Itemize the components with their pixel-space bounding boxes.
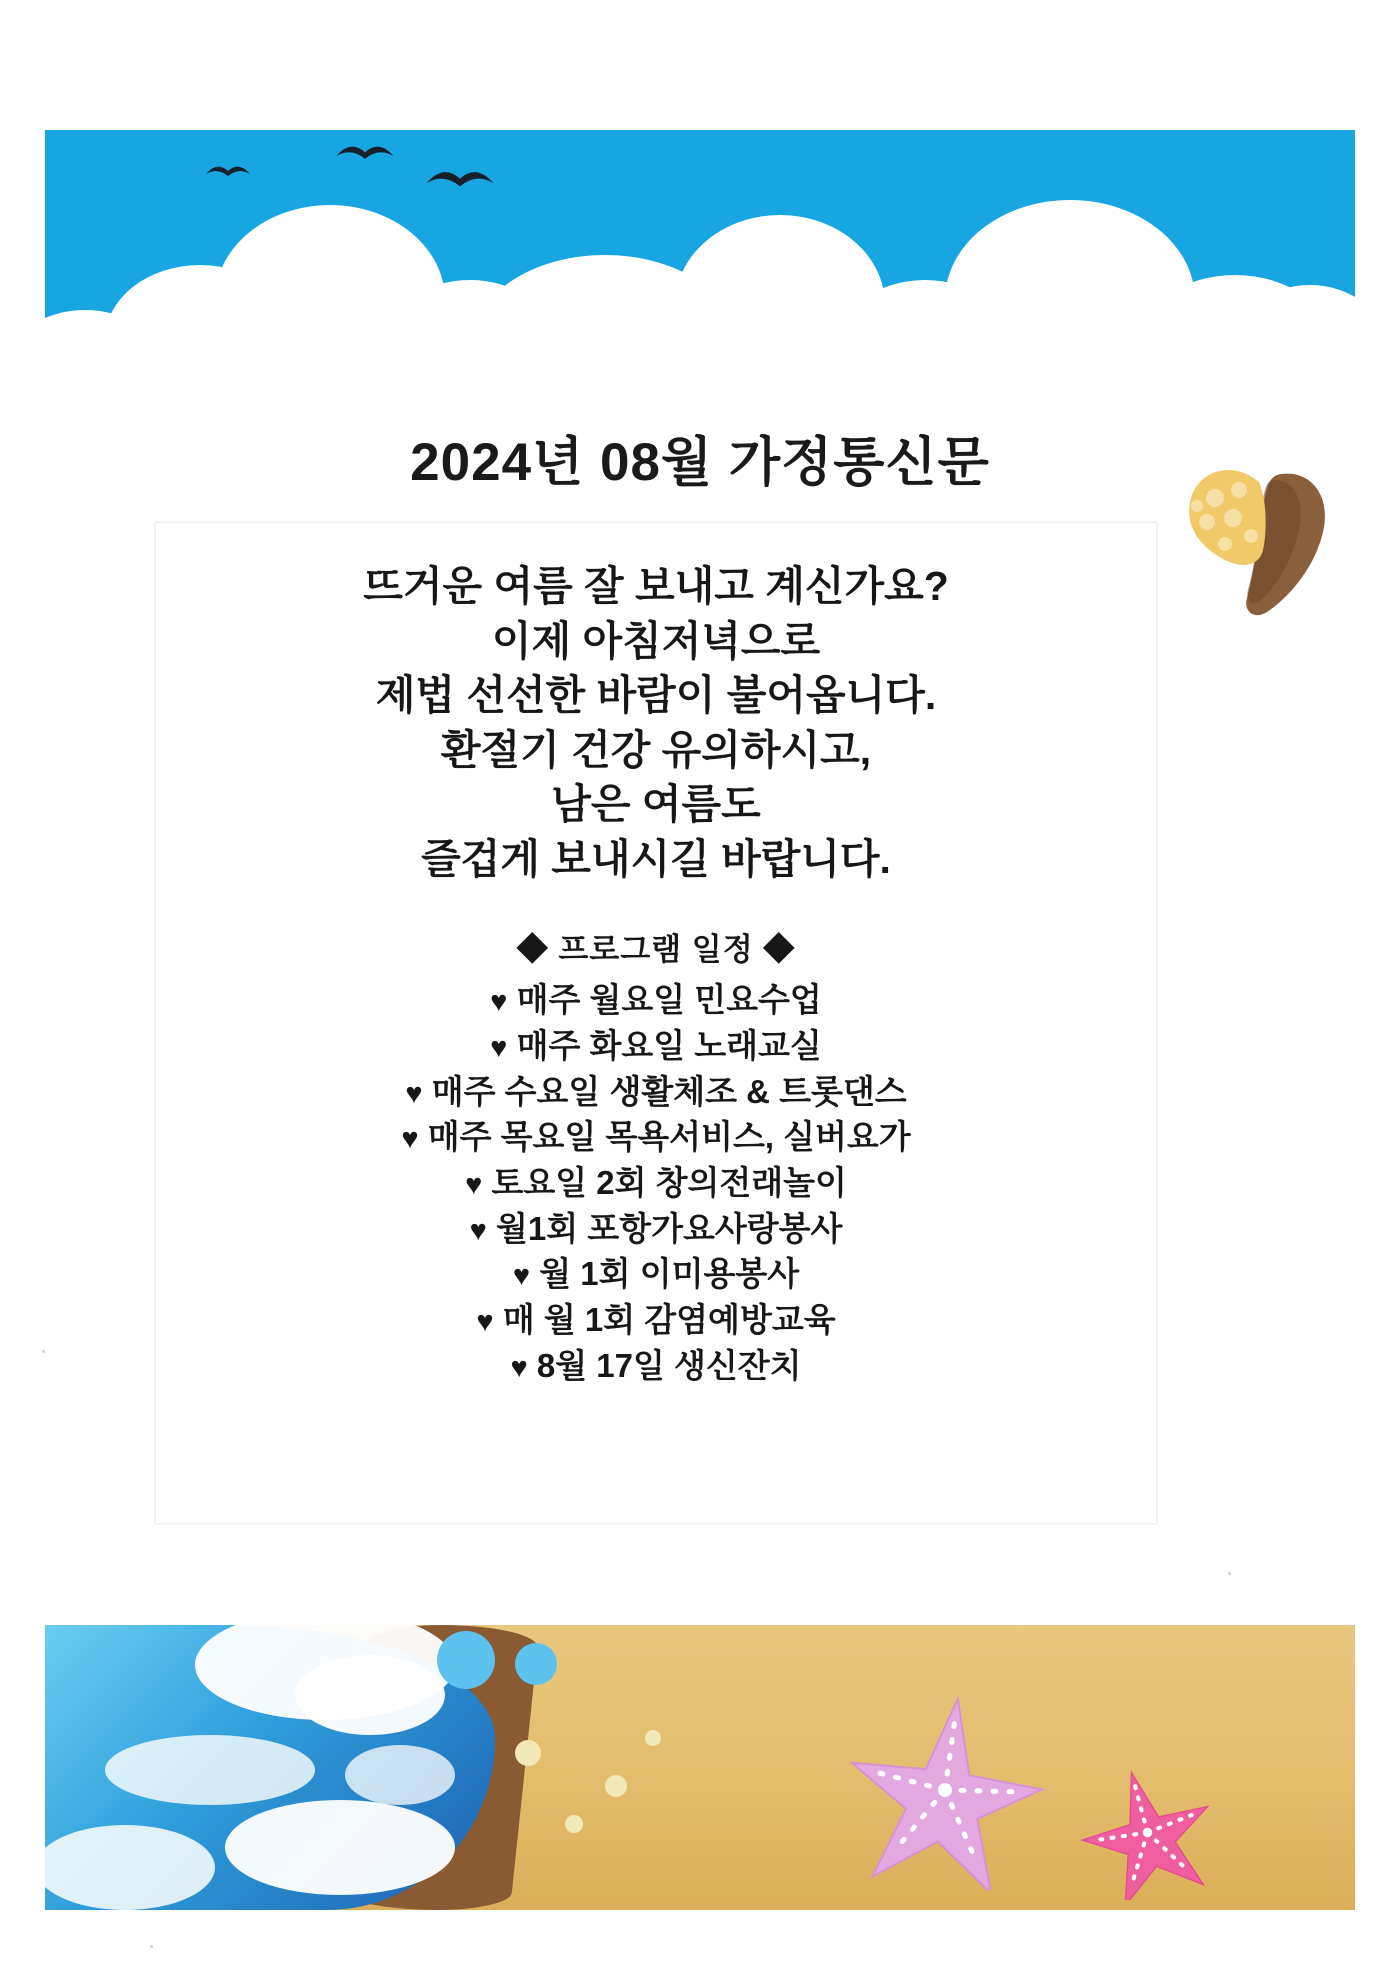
list-item-label: 8월 17일 생신잔치	[536, 1346, 802, 1384]
list-item	[156, 1114, 1156, 1160]
bubble-icon	[515, 1643, 557, 1685]
list-item	[156, 1023, 1156, 1069]
list-item-label: 토요일 2회 창의전래놀이	[491, 1163, 847, 1201]
list-item-label: 매주 화요일 노래교실	[516, 1026, 822, 1064]
bubble-icon	[515, 1740, 541, 1766]
bubble-icon	[645, 1730, 661, 1746]
starfish-icon	[1080, 1765, 1215, 1900]
sky-banner	[45, 130, 1355, 405]
bubble-icon	[565, 1815, 583, 1833]
bubble-icon	[437, 1631, 495, 1689]
list-item	[156, 1206, 1156, 1252]
list-item-label: 매주 월요일 민요수업	[516, 981, 822, 1019]
heart-icon: ♥	[490, 1031, 508, 1064]
beach-banner	[45, 1625, 1355, 1910]
list-item	[156, 1069, 1156, 1115]
heart-icon: ♥	[510, 1351, 528, 1384]
page-title: 2024년 08월 가정통신문	[410, 433, 990, 492]
seagull-icon	[205, 160, 251, 178]
list-item	[156, 1297, 1156, 1343]
list-item	[156, 1160, 1156, 1206]
heart-icon: ♥	[476, 1306, 494, 1339]
program-schedule-heading: ◆ 프로그램 일정 ◆	[516, 932, 796, 968]
greeting-line: 남은 여름도	[551, 781, 761, 828]
list-item-label: 매 월 1회 감염예방교육	[502, 1301, 836, 1339]
heart-icon: ♥	[490, 986, 508, 1019]
scan-speck	[1228, 1572, 1231, 1575]
newsletter-flyer	[45, 130, 1355, 1910]
list-item-label: 월1회 포항가요사랑봉사	[496, 1209, 843, 1247]
content-card	[155, 522, 1157, 1524]
scan-speck	[42, 1350, 45, 1353]
heart-icon: ♥	[401, 1123, 419, 1156]
heart-icon: ♥	[405, 1077, 423, 1110]
list-item-label: 월 1회 이미용봉사	[539, 1255, 800, 1293]
bubble-icon	[605, 1775, 627, 1797]
heart-icon: ♥	[465, 1168, 483, 1201]
greeting-line: 환절기 건강 유의하시고,	[440, 726, 872, 773]
list-item	[156, 1343, 1156, 1389]
greeting-block	[156, 559, 1156, 886]
program-schedule-list	[156, 977, 1156, 1388]
list-item-label: 매주 목요일 목욕서비스, 실버요가	[427, 1118, 911, 1156]
greeting-line: 즐겁게 보내시길 바랍니다.	[421, 835, 891, 882]
heart-icon: ♥	[469, 1214, 487, 1247]
wave-foam	[105, 1735, 315, 1805]
scan-speck	[150, 1945, 153, 1948]
heart-icon: ♥	[512, 1260, 531, 1293]
list-item	[156, 1251, 1156, 1297]
seagull-icon	[335, 138, 395, 160]
starfish-icon	[845, 1690, 1045, 1890]
greeting-line: 이제 아침저녁으로	[491, 617, 821, 664]
wave-foam	[225, 1800, 455, 1895]
seagull-icon	[425, 162, 495, 186]
list-item-label: 매주 수요일 생활체조 & 트롯댄스	[431, 1072, 907, 1110]
greeting-line: 제법 선선한 바람이 불어옵니다.	[375, 672, 937, 719]
greeting-line: 뜨거운 여름 잘 보내고 계신가요?	[363, 563, 949, 609]
wave-foam	[345, 1745, 455, 1805]
list-item	[156, 977, 1156, 1023]
seashell-icon	[1163, 440, 1343, 630]
wave-foam	[295, 1655, 445, 1735]
